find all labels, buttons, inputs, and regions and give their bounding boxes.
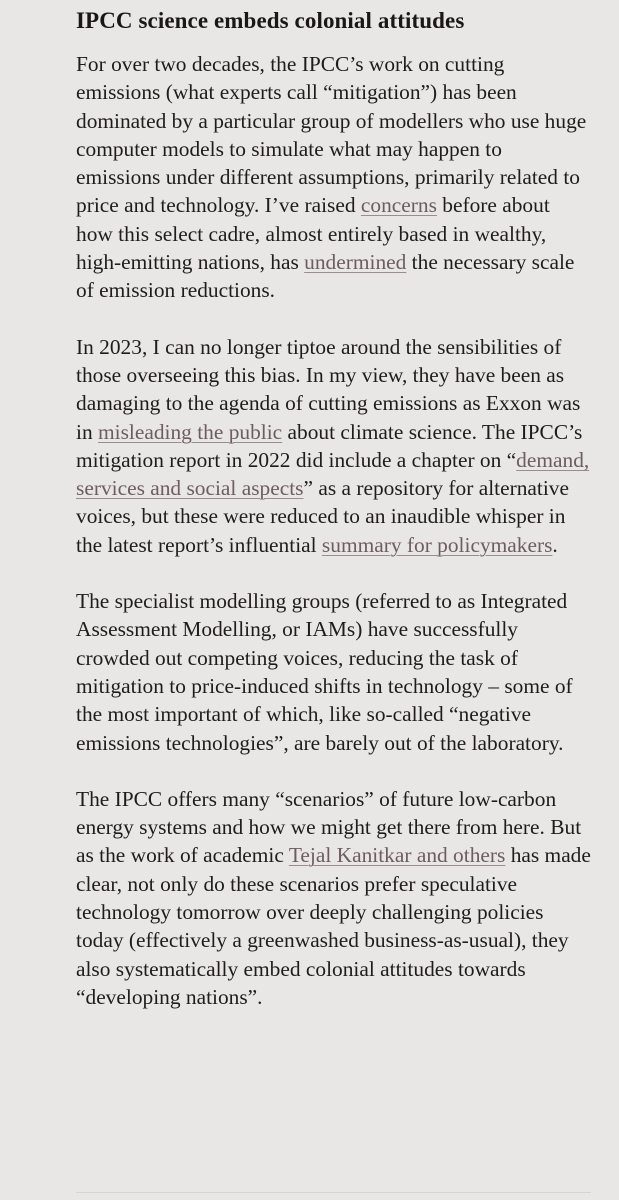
paragraph-4 bbox=[76, 785, 591, 1011]
paragraph-1 bbox=[76, 50, 591, 305]
link-tejal-kanitkar-and-others[interactable]: Tejal Kanitkar and others bbox=[288, 843, 506, 868]
link-summary-for-policymakers[interactable]: summary for policymakers bbox=[321, 532, 553, 557]
paragraph-text: the necessary scale of emission reductions. bbox=[76, 250, 575, 303]
paragraph-text: about climate science. The IPCC’s mitigation report in 2022 did include a chapter on “ bbox=[76, 419, 583, 472]
link-concerns[interactable]: concerns bbox=[360, 193, 437, 218]
paragraph-text: has made clear, not only do these scenarios prefer speculative technology tomorrow over deeply challenging policies today (effectively a greenwashed business-as-usual), they also systematically embed colonial attitudes towards “developing nations”. bbox=[76, 843, 591, 1009]
link-undermined[interactable]: undermined bbox=[304, 250, 407, 275]
paragraph-text: ” as a repository for alternative voices, but these were reduced to an inaudible whisper in the latest report’s influential bbox=[76, 476, 569, 557]
paragraph-text: In 2023, I can no longer tiptoe around the sensibilities of those overseeing this bias. In my view, they have been as damaging to the agenda of cutting emissions as Exxon was in bbox=[76, 334, 581, 444]
paragraph-3 bbox=[76, 587, 591, 757]
paragraph-2 bbox=[76, 333, 591, 559]
paragraph-text: before about how this select cadre, almost entirely based in wealthy, high-emitting nations, has bbox=[76, 193, 550, 275]
paragraph-text: . bbox=[552, 532, 558, 557]
paragraph-text: The IPCC offers many “scenarios” of future low-carbon energy systems and how we might get there from here. But as the work of academic bbox=[76, 786, 582, 868]
paragraph-text: The specialist modelling groups (referred to as Integrated Assessment Modelling, or IAMs) have successfully crowded out competing voices, reducing the task of mitigation to price-induced shifts in technology – some of the most important of which, like so-called “negative emissions technologies”, are barely out of the laboratory. bbox=[76, 589, 573, 755]
link-misleading-the-public[interactable]: misleading the public bbox=[98, 419, 283, 444]
paragraph-text: For over two decades, the IPCC’s work on cutting emissions (what experts call “mitigation”) has been dominated by a particular group of modellers who use huge computer models to simulate what may happen to emissions under different assumptions, primarily related to price and technology. I’ve raised bbox=[76, 52, 587, 218]
section-heading: IPCC science embeds colonial attitudes bbox=[76, 8, 465, 33]
link-demand-services-social-aspects[interactable]: demand, services and social aspects bbox=[76, 447, 590, 501]
bottom-divider bbox=[76, 1192, 591, 1193]
